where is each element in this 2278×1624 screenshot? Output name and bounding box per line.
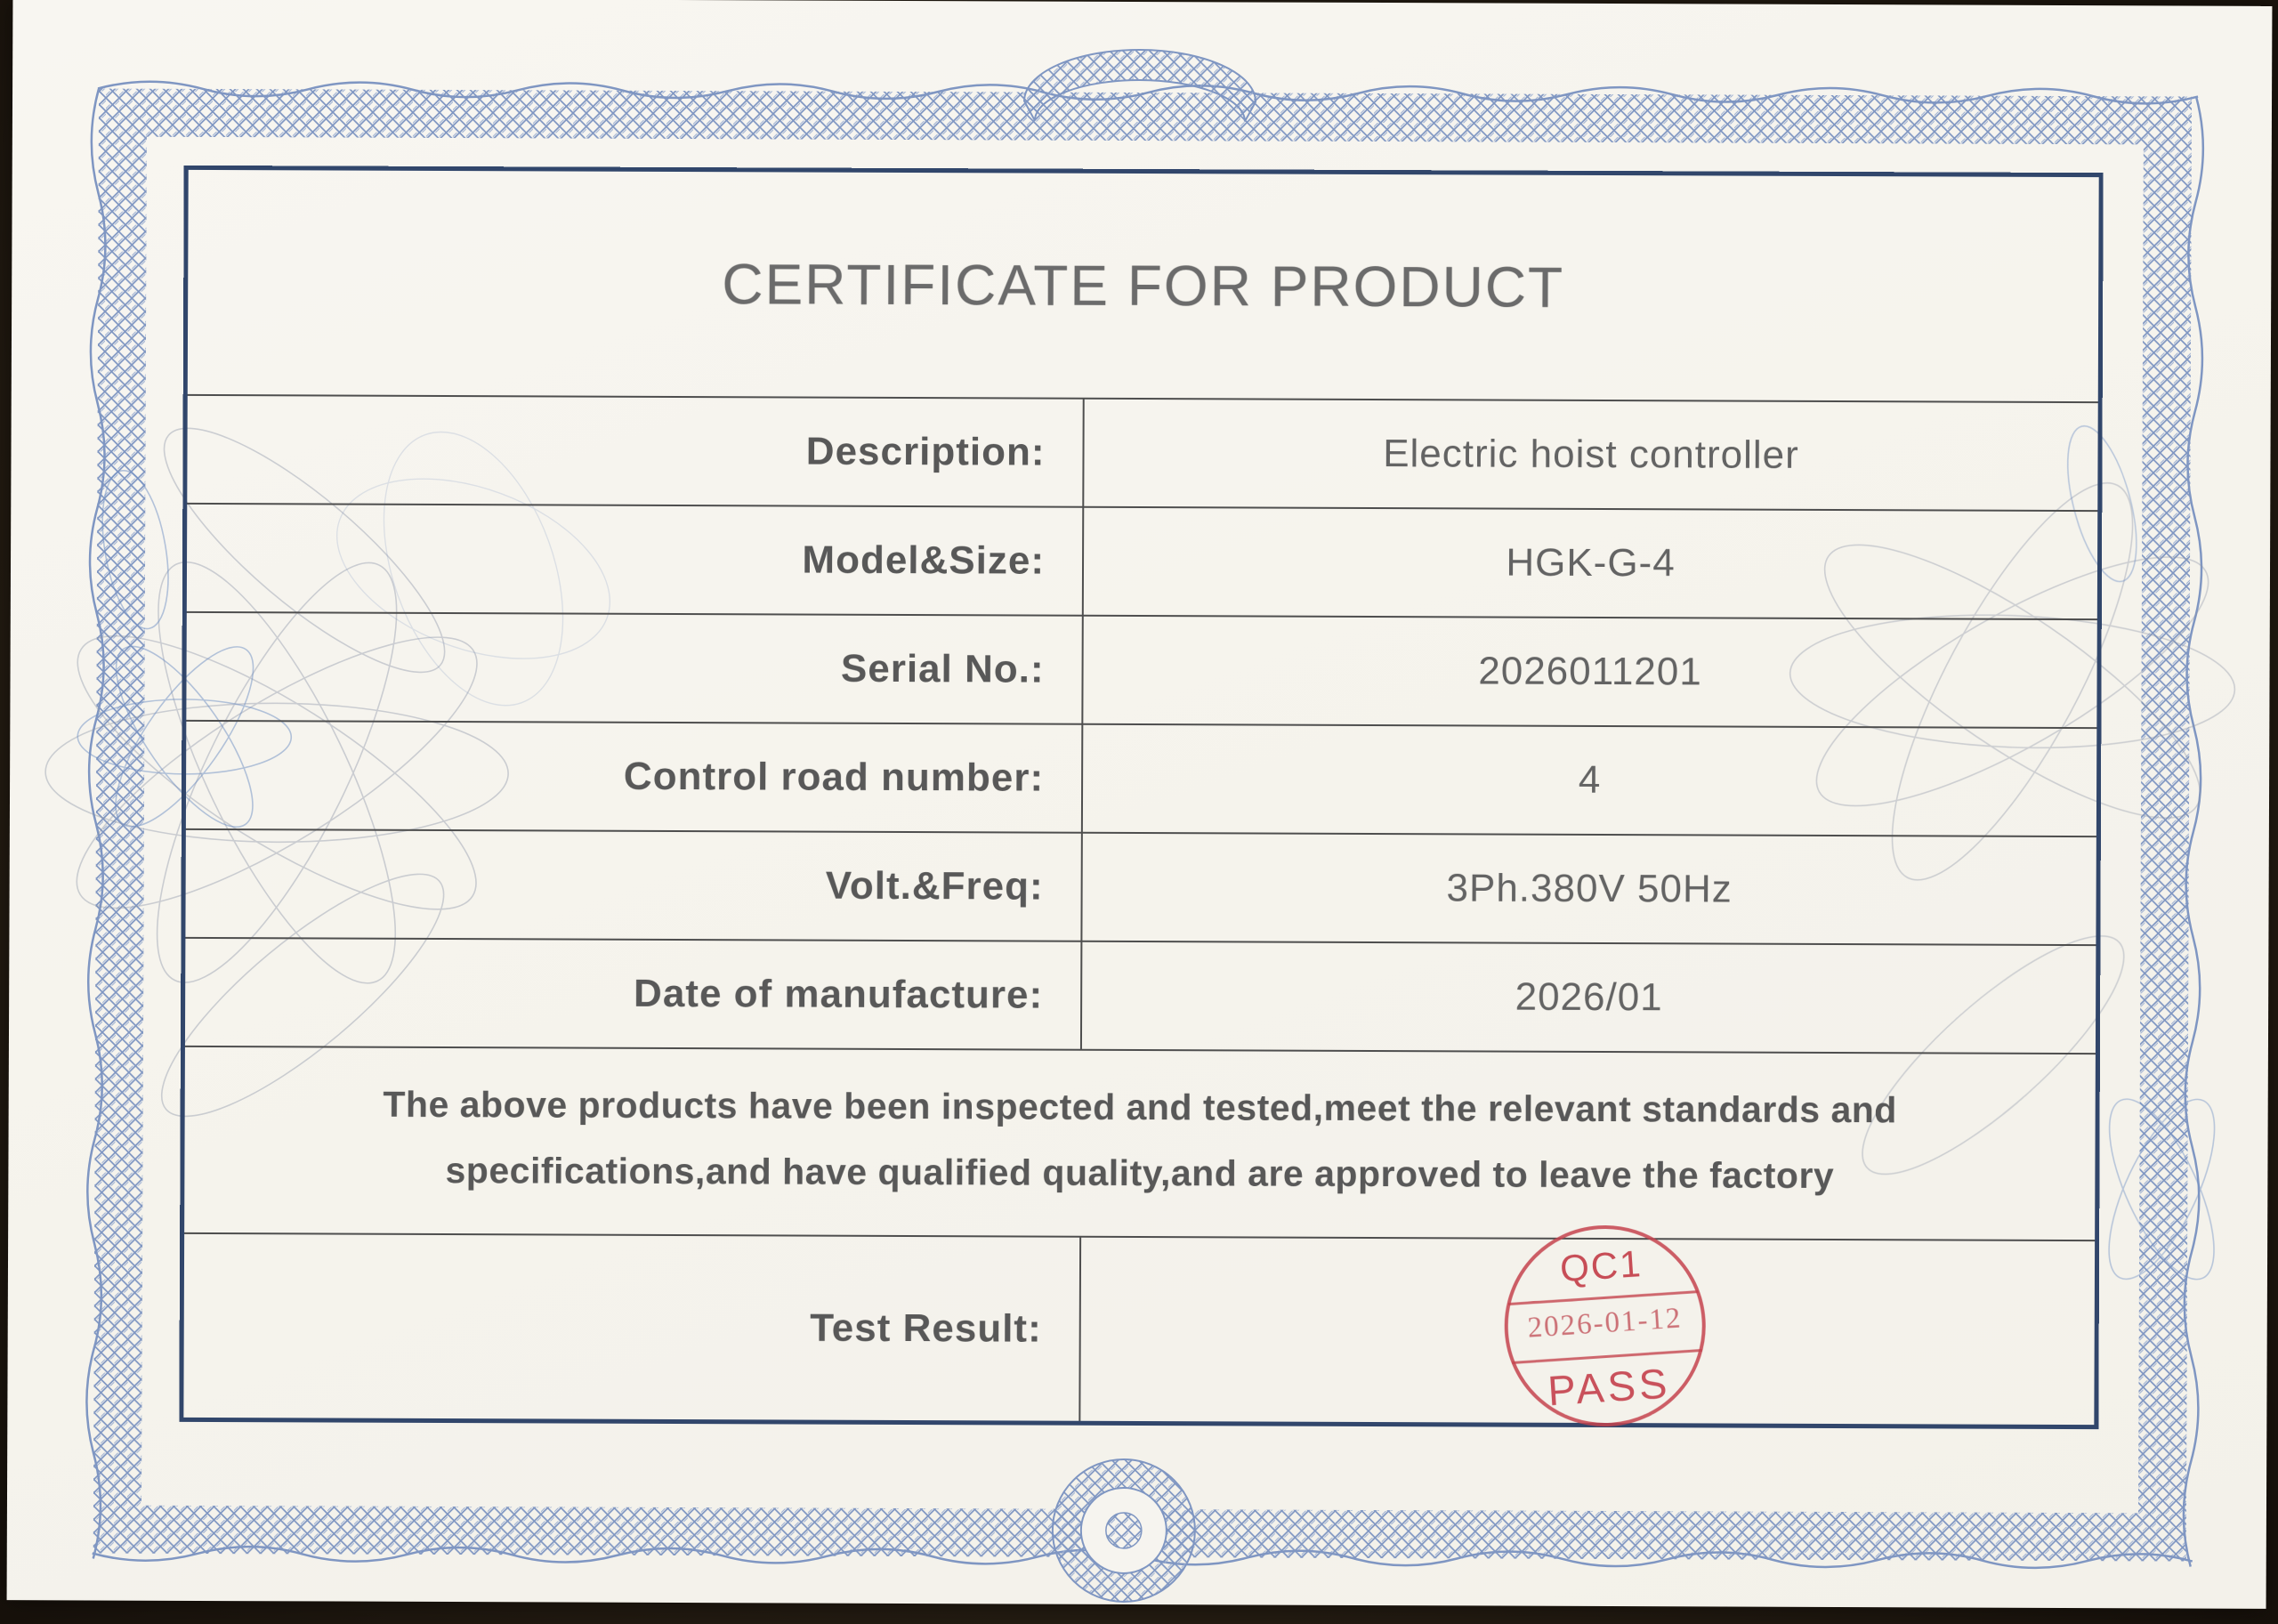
- certificate-title: CERTIFICATE FOR PRODUCT: [722, 252, 1565, 319]
- table-row-model-size: [187, 503, 2097, 618]
- value-description: Electric hoist controller: [1082, 400, 2097, 510]
- inspection-statement: [184, 1046, 2096, 1240]
- value-serial-no: 2026011201: [1081, 617, 2096, 727]
- label-description: Description:: [805, 429, 1046, 474]
- table-row-test-result: [183, 1232, 2095, 1425]
- table-row-volt-freq: [185, 828, 2096, 944]
- table-row-description: [187, 394, 2097, 510]
- inspection-statement-line1: The above products have been inspected and tested,meet the relevant standards and: [383, 1083, 1898, 1131]
- inner-frame: [179, 166, 2103, 1429]
- stamp-date: 2026-01-12: [1526, 1302, 1684, 1345]
- value-volt-freq: 3Ph.380V 50Hz: [1080, 834, 2096, 944]
- stamp-pass-text: PASS: [1546, 1359, 1672, 1415]
- value-model-size: HGK-G-4: [1082, 508, 2097, 618]
- stamp-qc-text: QC1: [1558, 1242, 1644, 1290]
- border-bottom-rosette: [1053, 1459, 1196, 1603]
- label-volt-freq: Volt.&Freq:: [825, 863, 1044, 909]
- label-test-result: Test Result:: [810, 1305, 1042, 1351]
- title-area: [188, 170, 2099, 401]
- inspection-statement-line2: specifications,and have qualified quality,and are approved to leave the factory: [445, 1150, 1835, 1197]
- certificate-paper: [7, 0, 2273, 1609]
- table-row-date-of-manufacture: [185, 937, 2096, 1053]
- label-serial-no: Serial No.:: [840, 646, 1045, 691]
- value-control-road-number: 4: [1081, 725, 2096, 836]
- qc-pass-stamp: [1498, 1219, 1712, 1433]
- label-model-size: Model&Size:: [802, 537, 1046, 583]
- table-row-control-road-number: [186, 720, 2096, 836]
- value-date-of-manufacture: 2026/01: [1080, 942, 2096, 1053]
- label-control-road-number: Control road number:: [623, 754, 1045, 800]
- label-date-of-manufacture: Date of manufacture:: [634, 971, 1044, 1017]
- value-test-result: [1078, 1238, 2095, 1425]
- table-row-serial-no: [186, 611, 2096, 727]
